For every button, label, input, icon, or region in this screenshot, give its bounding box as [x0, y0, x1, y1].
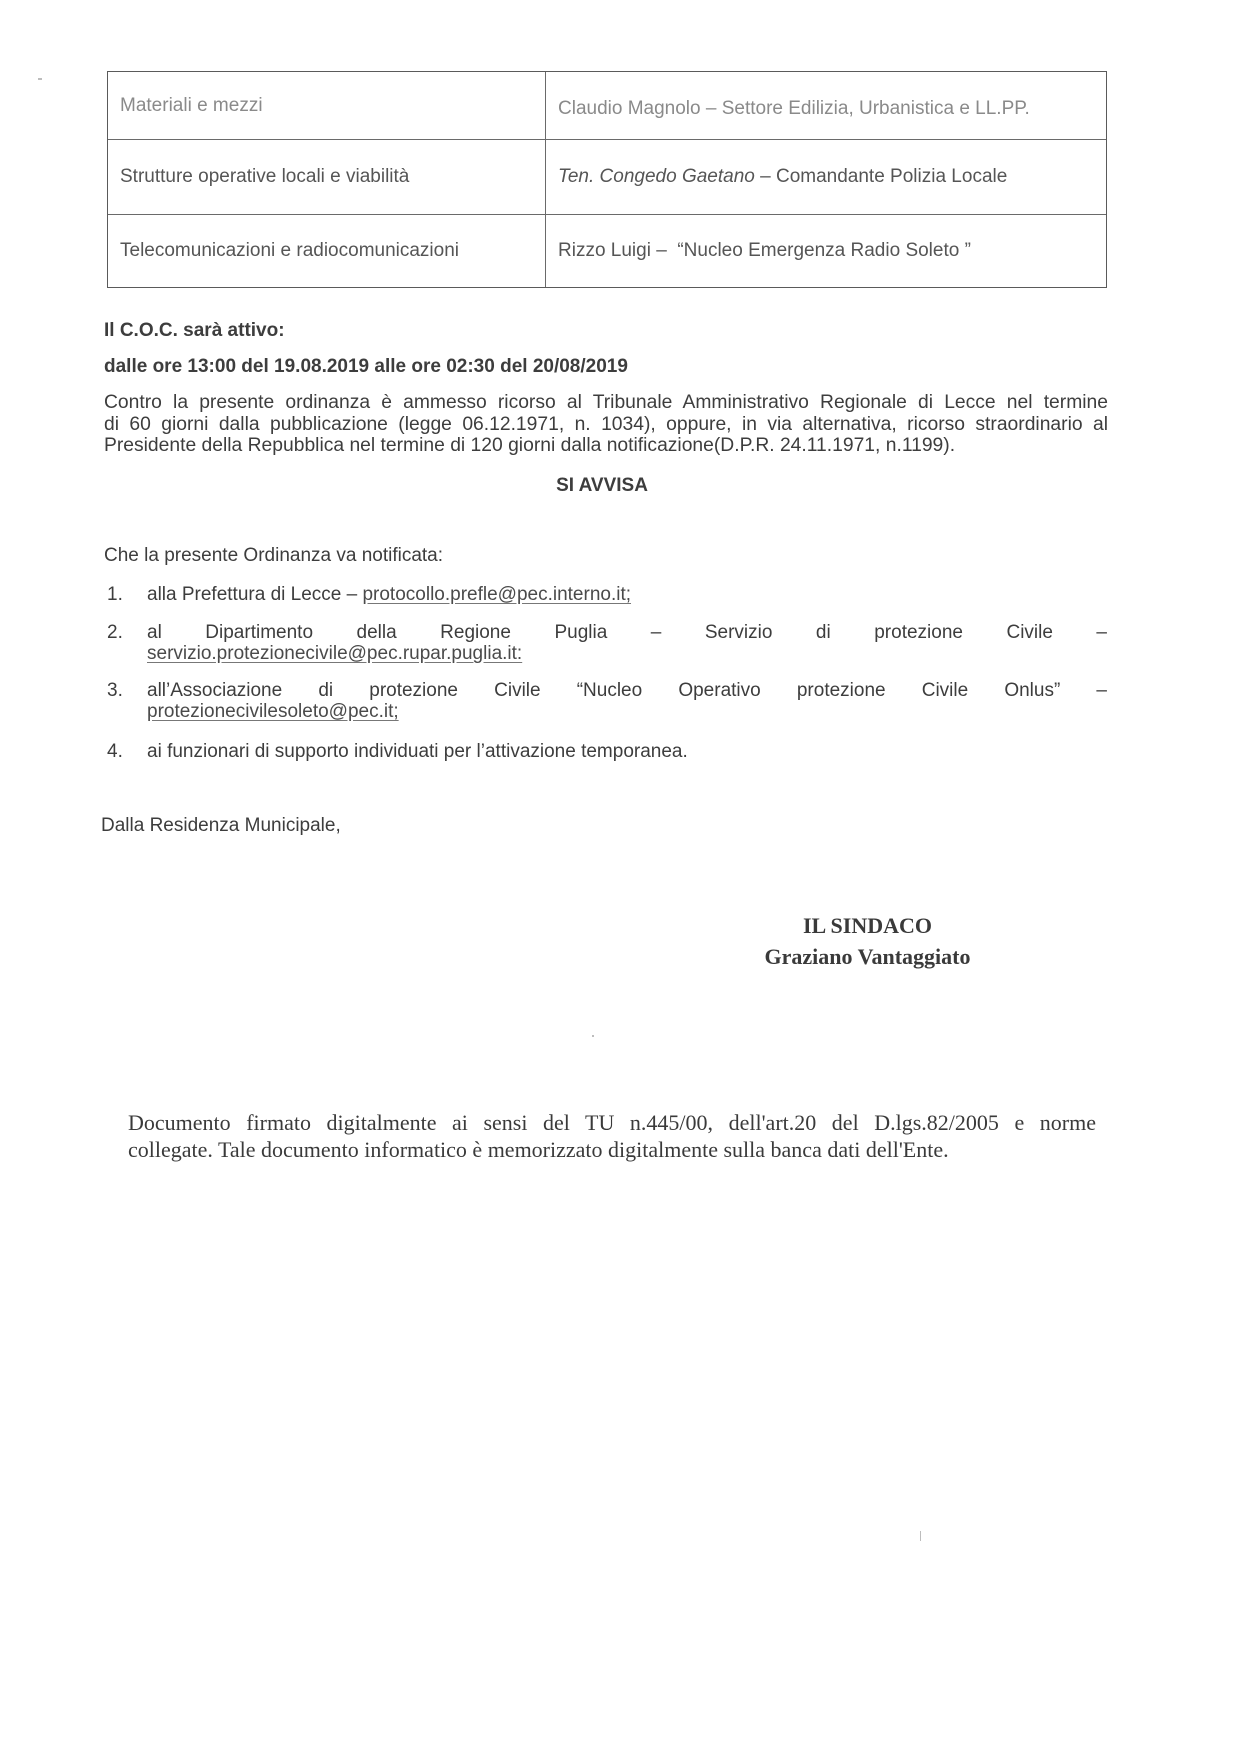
footer-line: collegate. Tale documento informatico è memorizzato digitalmente sulla banca dati dell'Ente. — [128, 1137, 949, 1162]
table-row — [108, 72, 1106, 140]
notice-heading: SI AVVISA — [556, 475, 648, 496]
signature-title: IL SINDACO — [803, 913, 932, 938]
email-link[interactable]: protezionecivilesoleto@pec.it; — [147, 701, 399, 722]
closing-text: Dalla Residenza Municipale, — [101, 815, 341, 836]
list-text: ai funzionari di supporto individuati per l’attivazione temporanea. — [147, 741, 688, 762]
responsible-role: – Comandante Polizia Locale — [754, 166, 1008, 187]
recipient-text: al Dipartimento della Regione Puglia – Servizio di protezione Civile – — [147, 622, 1107, 643]
table-row — [108, 215, 1106, 287]
responsible-cell: Rizzo Luigi – “Nucleo Emergenza Radio Soleto ” — [558, 240, 971, 261]
paragraph-line: di 60 giorni dalla pubblicazione (legge 06.12.1971, n. 1034), oppure, in via alternativa, ricorso straordinario al — [104, 413, 1108, 435]
email-link[interactable]: protocollo.prefle@pec.interno.it; — [362, 584, 632, 605]
activation-label: Il C.O.C. sarà attivo: — [104, 320, 285, 341]
list-number: 1. — [107, 584, 123, 605]
list-text — [147, 584, 1107, 605]
digital-signature-note — [128, 1109, 1096, 1163]
paragraph-line: Contro la presente ordinanza è ammesso ricorso al Tribunale Amministrativo Regionale di Lecce nel termine — [104, 392, 1108, 413]
list-text — [147, 622, 1107, 664]
recipient-text: all’Associazione di protezione Civile “Nucleo Operativo protezione Civile Onlus” – — [147, 680, 1107, 701]
footer-line: Documento firmato digitalmente ai sensi del TU n.445/00, dell'art.20 del D.lgs.82/2005 e norme — [128, 1110, 1096, 1135]
table-row — [108, 140, 1106, 215]
scan-speck — [38, 78, 42, 80]
activation-period: dalle ore 13:00 del 19.08.2019 alle ore 02:30 del 20/08/2019 — [104, 356, 628, 377]
responsible-name: Ten. Congedo Gaetano — [558, 166, 755, 187]
list-number: 2. — [107, 622, 123, 643]
responsible-cell — [546, 140, 1106, 214]
email-link[interactable]: servizio.protezionecivile@pec.rupar.puglia.it: — [147, 643, 523, 664]
paragraph-line: Presidente della Repubblica nel termine di 120 giorni dalla notificazione(D.P.R. 24.11.1971, n.1199). — [104, 435, 956, 456]
recipient-text: alla Prefettura di Lecce – — [147, 584, 363, 605]
notice-intro: Che la presente Ordinanza va notificata: — [104, 545, 444, 566]
function-cell: Materiali e mezzi — [108, 72, 546, 139]
appeal-paragraph — [104, 392, 1108, 457]
list-text — [147, 680, 1107, 722]
function-cell: Telecomunicazioni e radiocomunicazioni — [108, 215, 546, 287]
responsible-cell: Claudio Magnolo – Settore Edilizia, Urbanistica e LL.PP. — [558, 97, 1030, 119]
function-cell: Strutture operative locali e viabilità — [108, 140, 546, 214]
responsibility-table — [107, 71, 1107, 288]
list-number: 4. — [107, 741, 123, 762]
scan-speck — [592, 1035, 594, 1037]
signature-name: Graziano Vantaggiato — [764, 944, 971, 969]
scan-speck — [920, 1531, 921, 1541]
list-number: 3. — [107, 680, 123, 701]
